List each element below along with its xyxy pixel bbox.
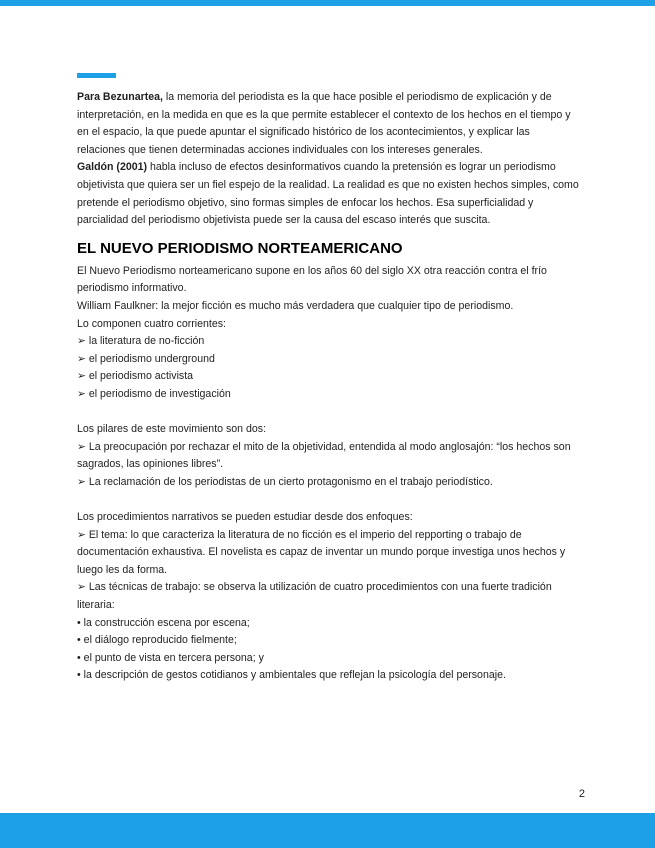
- list-item-text: el periodismo de investigación: [88, 387, 231, 400]
- list-item-text: La preocupación por rechazar el mito de la objetividad, entendida al modo anglosajón: “los hechos son sagrados, las opiniones libres”.: [77, 440, 571, 471]
- paragraph-text: la memoria del periodista es la que hace posible el periodismo de explicación y de interpretación, en la medida en que es la que permite establecer el contexto de los hechos en el tiempo y en el espacio, la que puede apuntar el significado histórico de los acontecimientos, y explicar las relaciones que tienen determinadas acciones individuales con los intereses generales.: [77, 91, 571, 156]
- list-item-text: el punto de vista en tercera persona; y: [83, 651, 264, 664]
- faulkner-quote: William Faulkner: la mejor ficción es mucho más verdadera que cualquier tipo de periodismo.: [77, 299, 514, 312]
- list-item: [77, 650, 581, 668]
- pillars-intro: Los pilares de este movimiento son dos:: [77, 423, 267, 436]
- list-item-text: el periodismo activista: [88, 370, 194, 383]
- section-heading: EL NUEVO PERIODISMO NORTEAMERICANO: [77, 239, 403, 257]
- arrow-bullet-icon: ➢: [77, 387, 86, 400]
- arrow-bullet-icon: ➢: [77, 370, 86, 383]
- list-item: [77, 474, 581, 492]
- arrow-bullet-icon: ➢: [77, 440, 86, 453]
- list-item-text: El tema: lo que caracteriza la literatura de no ficción es el imperio del repporting o trabajo de documentación exhaustiva. El novelista es capaz de inventar un mundo porque investiga unos hechos y luego les da forma.: [77, 528, 566, 576]
- section-intro: El Nuevo Periodismo norteamericano supone en los años 60 del siglo XX otra reacción contra el frío periodismo informativo.: [77, 264, 547, 295]
- list-item: [77, 527, 581, 580]
- list-item: [77, 632, 581, 650]
- paragraph-text: habla incluso de efectos desinformativos cuando la pretensión es lograr un periodismo objetivista que quiera ser un fiel espejo de la realidad. La realidad es que no existen hechos simples, como pretende el periodismo objetivo, sino formas simples de enfocar los hechos. Esa superficialidad y parcialidad del periodismo objetivista puede ser la causa del escaso interés que suscita.: [77, 161, 579, 227]
- arrow-bullet-icon: ➢: [77, 352, 86, 365]
- spacer: [77, 491, 581, 509]
- list-item: [77, 351, 581, 369]
- paragraph-bezunartea: [77, 89, 581, 159]
- procedures-intro: Los procedimientos narrativos se pueden estudiar desde dos enfoques:: [77, 511, 413, 524]
- page-number: 2: [578, 788, 585, 800]
- list-item-text: el periodismo underground: [88, 352, 215, 365]
- spacer: [77, 404, 581, 422]
- list-item: [77, 368, 581, 386]
- dot-bullet-icon: •: [77, 634, 81, 647]
- top-accent-bar: [0, 0, 655, 6]
- bottom-accent-bar: [0, 813, 655, 848]
- dot-bullet-icon: •: [77, 651, 81, 664]
- list-item-text: la construcción escena por escena;: [83, 616, 250, 629]
- list-item-text: la literatura de no-ficción: [88, 335, 205, 348]
- list-item-text: el diálogo reproducido fielmente;: [83, 634, 237, 647]
- list-item: [77, 333, 581, 351]
- arrow-bullet-icon: ➢: [77, 581, 86, 594]
- list-item: [77, 615, 581, 633]
- list-item-text: la descripción de gestos cotidianos y ambientales que reflejan la psicología del personaje.: [83, 669, 506, 682]
- dot-bullet-icon: •: [77, 616, 81, 629]
- arrow-bullet-icon: ➢: [77, 335, 86, 348]
- list-item: [77, 579, 581, 614]
- page-content: [77, 89, 581, 685]
- list-item: [77, 439, 581, 474]
- list-item-text: Las técnicas de trabajo: se observa la utilización de cuatro procedimientos con una fuerte tradición literaria:: [77, 581, 552, 612]
- paragraph-galdon: [77, 159, 581, 229]
- list-item: [77, 386, 581, 404]
- arrow-bullet-icon: ➢: [77, 475, 86, 488]
- arrow-bullet-icon: ➢: [77, 528, 86, 541]
- author-galdon: Galdón (2001): [77, 161, 148, 174]
- list-item: [77, 667, 581, 685]
- section-accent-line: [77, 73, 116, 78]
- list-item-text: La reclamación de los periodistas de un cierto protagonismo en el trabajo periodístico.: [88, 475, 493, 488]
- author-bezunartea: Para Bezunartea,: [77, 91, 163, 103]
- dot-bullet-icon: •: [77, 669, 81, 682]
- currents-intro: Lo componen cuatro corrientes:: [77, 317, 226, 330]
